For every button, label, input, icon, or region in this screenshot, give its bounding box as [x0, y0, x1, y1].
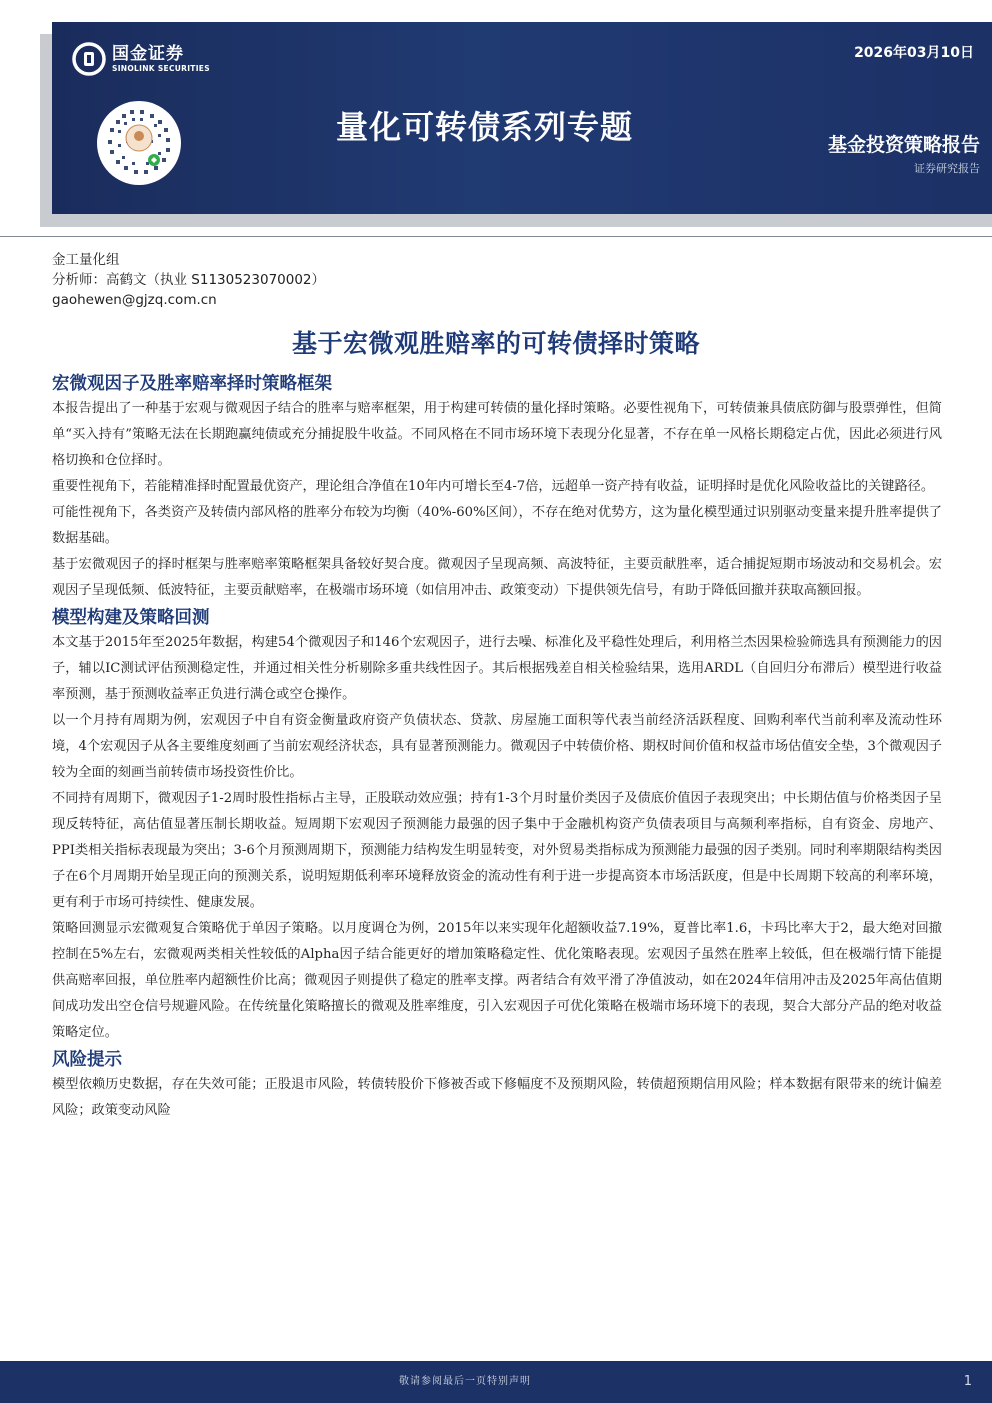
report-series-title: 量化可转债系列专题 [336, 108, 634, 146]
brand-logo-icon [72, 42, 106, 76]
paragraph: 模型依赖历史数据，存在失效可能；正股退市风险，转债转股价下修被否或下修幅度不及预期风险，转债超预期信用风险；样本数据有限带来的统计偏差风险；政策变动风险 [52, 1077, 942, 1118]
section-heading: 宏微观因子及胜率赔率择时策略框架 [52, 374, 332, 394]
report-date: 2026年03月10日 [854, 45, 974, 61]
paragraph: 不同持有周期下，微观因子1-2周时股性指标占主导，正股联动效应强；持有1-3个月时量价类因子及债底价值因子表现突出；中长期估值与价格类因子呈现反转特征，高估值显著压制长期收益。短周期下宏观因子预测能力最强的因子集中于金融机构资产负债表项目与高频利率指标，自有资金、房地产、PPI类相关指标表现最为突出；3-6个月预测周期下，预测能力结构发生明显转变，对外贸易类指标成为预测能力最强的因子类别。同时利率期限结构类因子在6个月周期开始呈现正向的预测关系，说明短期低利率环境释放资金的流动性有利于进一步提高资本市场活跃度，但是中长周期下较高的利率环境，更有利于市场可持续性、健康发展。 [52, 791, 942, 910]
section-heading: 模型构建及策略回测 [52, 608, 210, 628]
brand-logo [72, 42, 210, 76]
brand-name-en: SINOLINK SECURITIES [112, 63, 210, 73]
report-body [52, 370, 942, 1124]
wechat-qr-code [96, 100, 182, 186]
analyst-name: 分析师：高鹤文（执业 S1130523070002） [52, 272, 326, 288]
report-category: 证券研究报告 [914, 162, 980, 175]
paragraph: 本报告提出了一种基于宏观与微观因子结合的胜率与赔率框架，用于构建可转债的量化择时策略。必要性视角下，可转债兼具债底防御与股票弹性，但简单“买入持有”策略无法在长期跑赢纯债或充分捕捉股牛收益。不同风格在不同市场环境下表现分化显著，不存在单一风格长期稳定占优，因此必须进行风格切换和仓位择时。 [52, 401, 942, 468]
section-heading: 风险提示 [52, 1050, 122, 1070]
paragraph: 可能性视角下，各类资产及转债内部风格的胜率分布较为均衡（40%-60%区间），不存在绝对优势方，这为量化模型通过识别驱动变量来提升胜率提供了数据基础。 [52, 505, 942, 546]
analyst-team: 金工量化组 [52, 252, 120, 268]
report-header [52, 22, 992, 214]
report-type: 基金投资策略报告 [827, 134, 980, 156]
paragraph: 策略回测显示宏微观复合策略优于单因子策略。以月度调仓为例，2015年以来实现年化超额收益7.19%，夏普比率1.6，卡玛比率大于2，最大绝对回撤控制在5%左右，宏微观两类相关性较低的Alpha因子结合能更好的增加策略稳定性、优化策略表现。宏观因子虽然在胜率上较低，但在极端行情下能提供高赔率回报，单位胜率内超额性价比高；微观因子则提供了稳定的胜率支撑。两者结合有效平滑了净值波动，如在2024年信用冲击及2025年高估值期间成功发出空仓信号规避风险。在传统量化策略擅长的微观及胜率维度，引入宏观因子可优化策略在极端市场环境下的表现，契合大部分产品的绝对收益策略定位。 [52, 921, 942, 1040]
paragraph: 重要性视角下，若能精准择时配置最优资产，理论组合净值在10年内可增长至4-7倍，远超单一资产持有收益，证明择时是优化风险收益比的关键路径。 [52, 479, 935, 494]
page-footer [0, 1361, 992, 1403]
brand-name-cn: 国金证券 [112, 43, 184, 64]
paragraph: 基于宏微观因子的择时框架与胜率赔率策略框架具备较好契合度。微观因子呈现高频、高波特征，主要贡献胜率，适合捕捉短期市场波动和交易机会。宏观因子呈现低频、低波特征，主要贡献赔率，在极端市场环境（如信用冲击、政策变动）下提供领先信号，有助于降低回撤并获取高额回报。 [52, 557, 942, 598]
report-title: 基于宏微观胜赔率的可转债择时策略 [291, 329, 700, 358]
header-divider [0, 236, 992, 237]
analyst-email[interactable]: gaohewen@gjzq.com.cn [52, 292, 217, 308]
analyst-info [52, 250, 325, 310]
disclaimer-note: 敬请参阅最后一页特别声明 [399, 1376, 531, 1387]
page-number: 1 [963, 1374, 972, 1389]
paragraph: 本文基于2015年至2025年数据，构建54个微观因子和146个宏观因子，进行去噪、标准化及平稳性处理后，利用格兰杰因果检验筛选具有预测能力的因子，辅以IC测试评估预测稳定性，并通过相关性分析剔除多重共线性因子。其后根据残差自相关检验结果，选用ARDL（自回归分布滞后）模型进行收益率预测，基于预测收益率正负进行满仓或空仓操作。 [52, 635, 942, 702]
paragraph: 以一个月持有周期为例，宏观因子中自有资金衡量政府资产负债状态、贷款、房屋施工面积等代表当前经济活跃程度、回购利率代当前利率及流动性环境，4个宏观因子从各主要维度刻画了当前宏观经济状态，具有显著预测能力。微观因子中转债价格、期权时间价值和权益市场估值安全垫，3个微观因子较为全面的刻画当前转债市场投资性价比。 [52, 713, 942, 780]
